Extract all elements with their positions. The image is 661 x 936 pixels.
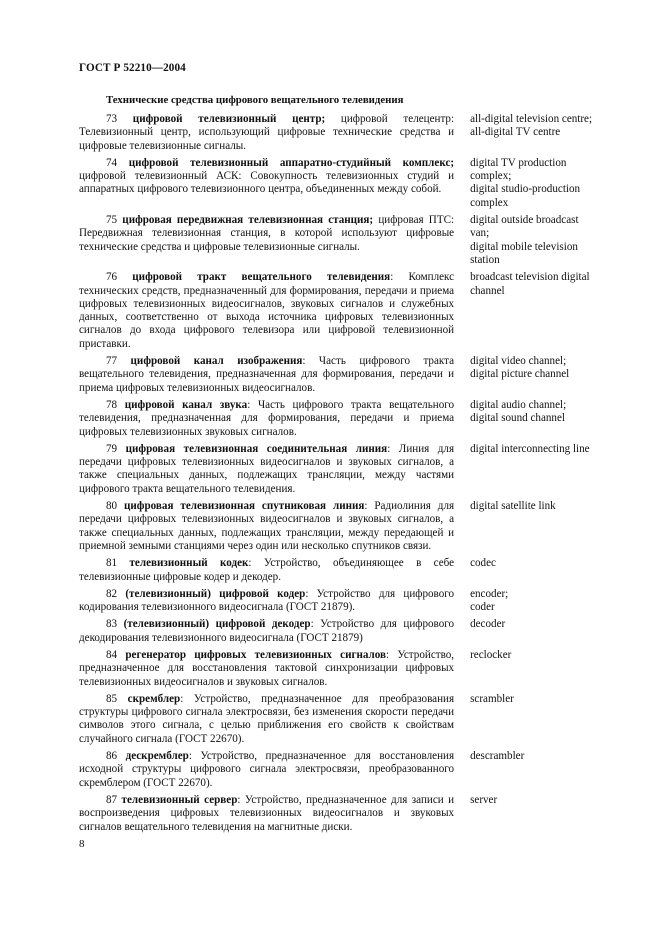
term-entry	[79, 157, 609, 210]
english-equivalent	[470, 588, 609, 615]
english-term-line: broadcast television digital	[470, 271, 590, 284]
term-number: 84	[106, 648, 118, 661]
term-number: 85	[106, 692, 118, 705]
term-name: цифровой телевизионный аппаратно-студийный комплекс;	[128, 156, 455, 169]
term-number: 81	[106, 557, 118, 570]
english-term-line: server	[470, 793, 498, 806]
document-header: ГОСТ Р 52210—2004	[79, 62, 186, 74]
english-term-line: descrambler	[470, 750, 525, 763]
english-equivalent	[470, 618, 609, 645]
term-definition	[79, 557, 454, 584]
term-entry	[79, 500, 609, 553]
english-equivalent	[470, 214, 609, 267]
english-term-line: van;	[470, 227, 490, 240]
term-definition	[79, 649, 454, 689]
english-term-line: decoder	[470, 618, 506, 631]
english-equivalent	[470, 355, 609, 395]
english-term-line: digital TV production	[470, 156, 567, 169]
term-entry	[79, 399, 609, 439]
term-number: 78	[106, 398, 118, 411]
english-term-line: encoder;	[470, 587, 509, 600]
term-entry	[79, 693, 609, 746]
term-definition	[79, 214, 454, 267]
term-number: 80	[106, 500, 118, 513]
term-text: : Линия для передачи цифровых телевизионных видеосигналов и звуковых сигналов, а также специальных данных, подлежащих трансляции, между частями цифрового тракта вещательного телевидения.	[79, 442, 455, 495]
term-text: : Устройство для цифрового декодирования телевизионного видеосигнала (ГОСТ 21879)	[79, 618, 455, 644]
term-text: : Устройство, объединяющее в себе телевизионные цифровые кодер и декодер.	[79, 557, 455, 583]
term-name: цифровая телевизионная соединительная линия	[125, 442, 388, 455]
term-number: 79	[106, 442, 118, 455]
term-definition	[79, 443, 454, 496]
term-text: цифровой телевизионный АСК: Совокупность телевизионных студий и аппаратных цифрового телевизионного центра, объединенных между собой.	[79, 170, 455, 196]
term-definition	[79, 399, 454, 439]
term-text: : Устройство, предназначенное для восстановления тактовой синхронизации цифровых телевизионных видеосигналов и звуковых сигналов.	[79, 648, 455, 688]
term-number: 76	[106, 271, 118, 284]
english-equivalent	[470, 399, 609, 439]
term-definition	[79, 500, 454, 553]
term-entry	[79, 113, 609, 153]
english-term-line: digital audio channel;	[470, 398, 567, 411]
term-name: дескремблер	[125, 750, 189, 763]
term-definition	[79, 693, 454, 746]
english-term-line: digital outside broadcast	[470, 214, 579, 227]
term-entry	[79, 750, 609, 790]
english-term-line: digital video channel;	[470, 355, 567, 368]
term-text: : Часть цифрового тракта вещательного телевидения, предназначенная для формирования, передачи и приема цифровых телевизионных звуковых сигналов.	[79, 398, 455, 438]
term-text: : Комплекс технических средств, предназначенный для формирования, передачи и приема цифровых телевизионных видеосигналов, звуковых сигналов и служебных данных, соответственно от выхода источника цифровых телевизионных сигналов до входа цифрового телевизора или цифровой телевизионной приставки.	[79, 271, 455, 350]
english-equivalent	[470, 271, 609, 351]
term-name: цифровая телевизионная спутниковая линия	[124, 500, 365, 513]
term-definition	[79, 618, 454, 645]
term-name: цифровой телевизионный центр;	[132, 113, 326, 125]
term-name: телевизионный сервер	[121, 793, 238, 806]
page-number: 8	[79, 838, 85, 850]
english-term-line: station	[470, 253, 500, 266]
term-definition	[79, 750, 454, 790]
english-term-line: complex	[470, 196, 509, 209]
english-term-line: digital picture channel	[470, 368, 570, 381]
term-entry	[79, 214, 609, 267]
english-term-line: coder	[470, 601, 495, 614]
term-name: (телевизионный) цифровой кодер	[125, 587, 306, 600]
term-text: цифровой телецентр: Телевизионный центр, использующий цифровые технические средства и цифровые телевизионные сигналы.	[79, 113, 455, 152]
english-equivalent	[470, 500, 609, 553]
term-list	[79, 113, 609, 838]
english-term-line: digital sound channel	[470, 412, 565, 425]
english-equivalent	[470, 557, 609, 584]
term-text: : Устройство для цифрового кодирования телевизионного видеосигнала (ГОСТ 21879).	[79, 587, 455, 614]
english-equivalent	[470, 157, 609, 210]
english-equivalent	[470, 693, 609, 746]
english-term-line: digital satellite link	[470, 500, 556, 513]
term-number: 77	[106, 355, 118, 368]
term-text: цифровая ПТС: Передвижная телевизионная станция, в которой используют цифровые технические средства и цифровые телевизионные сигналы.	[79, 214, 455, 253]
term-number: 75	[106, 214, 118, 227]
term-text: : Часть цифрового тракта вещательного телевидения, предназначенная для формирования, передачи и приема цифровых телевизионных видеосигналов.	[79, 355, 455, 394]
term-text: : Радиолиния для передачи цифровых телевизионных видеосигналов и звуковых сигналов, а также специальных данных, подлежащих трансляции, между передающей и приемной земными станциями через один или несколько спутников связи.	[79, 500, 455, 552]
term-name: (телевизионный) цифровой декодер	[123, 618, 311, 631]
term-name: цифровой канал изображения	[130, 355, 303, 368]
english-term-line: complex;	[470, 170, 512, 183]
english-term-line: scrambler	[470, 692, 514, 705]
english-equivalent	[470, 113, 609, 153]
english-equivalent	[470, 443, 609, 496]
english-term-line: all-digital TV centre	[470, 126, 561, 139]
english-term-line: reclocker	[470, 648, 512, 661]
term-entry	[79, 271, 609, 351]
term-definition	[79, 157, 454, 210]
term-name: регенератор цифровых телевизионных сигналов	[125, 648, 387, 661]
english-term-line: digital studio-production	[470, 183, 581, 196]
english-equivalent	[470, 750, 609, 790]
term-entry	[79, 355, 609, 395]
term-number: 87	[106, 793, 118, 806]
term-name: цифровая передвижная телевизионная станция;	[122, 214, 374, 227]
english-term-line: channel	[470, 284, 505, 297]
english-term-line: codec	[470, 557, 496, 570]
term-entry	[79, 618, 609, 645]
term-name: цифровой тракт вещательного телевидения	[132, 271, 391, 284]
term-entry	[79, 794, 609, 834]
term-definition	[79, 355, 454, 395]
term-number: 73	[106, 113, 118, 125]
term-entry	[79, 649, 609, 689]
term-entry	[79, 557, 609, 584]
term-text: : Устройство, предназначенное для восстановления исходной структуры цифрового сигнала электросвязи, преобразованного скремблером (ГОСТ 22670).	[79, 750, 455, 789]
term-entry	[79, 588, 609, 615]
term-definition	[79, 271, 454, 351]
term-definition	[79, 588, 454, 615]
term-name: скремблер	[127, 692, 181, 705]
term-text: : Устройство, предназначенное для записи и воспроизведения цифровых телевизионных видеосигналов и звуковых сигналов вещательного телевидения на магнитные диски.	[79, 793, 455, 833]
term-name: цифровой канал звука	[124, 398, 248, 411]
term-definition	[79, 113, 454, 153]
term-name: телевизионный кодек	[129, 557, 249, 570]
english-equivalent	[470, 794, 609, 834]
term-number: 82	[106, 587, 118, 600]
term-number: 86	[106, 750, 118, 763]
english-term-line: digital mobile television	[470, 240, 578, 253]
term-text: : Устройство, предназначенное для преобразования структуры цифрового сигнала электросвязи, без изменения скорости передачи символов этого сигнала, с целью приближения его свойств к свойствам случайного сигнала (ГОСТ 22670).	[79, 692, 455, 745]
english-term-line: digital interconnecting line	[470, 442, 590, 455]
english-term-line: all-digital television centre;	[470, 113, 593, 125]
term-entry	[79, 443, 609, 496]
term-definition	[79, 794, 454, 834]
term-number: 83	[106, 618, 118, 631]
term-number: 74	[106, 156, 118, 169]
english-equivalent	[470, 649, 609, 689]
section-title: Технические средства цифрового вещательного телевидения	[106, 94, 404, 106]
